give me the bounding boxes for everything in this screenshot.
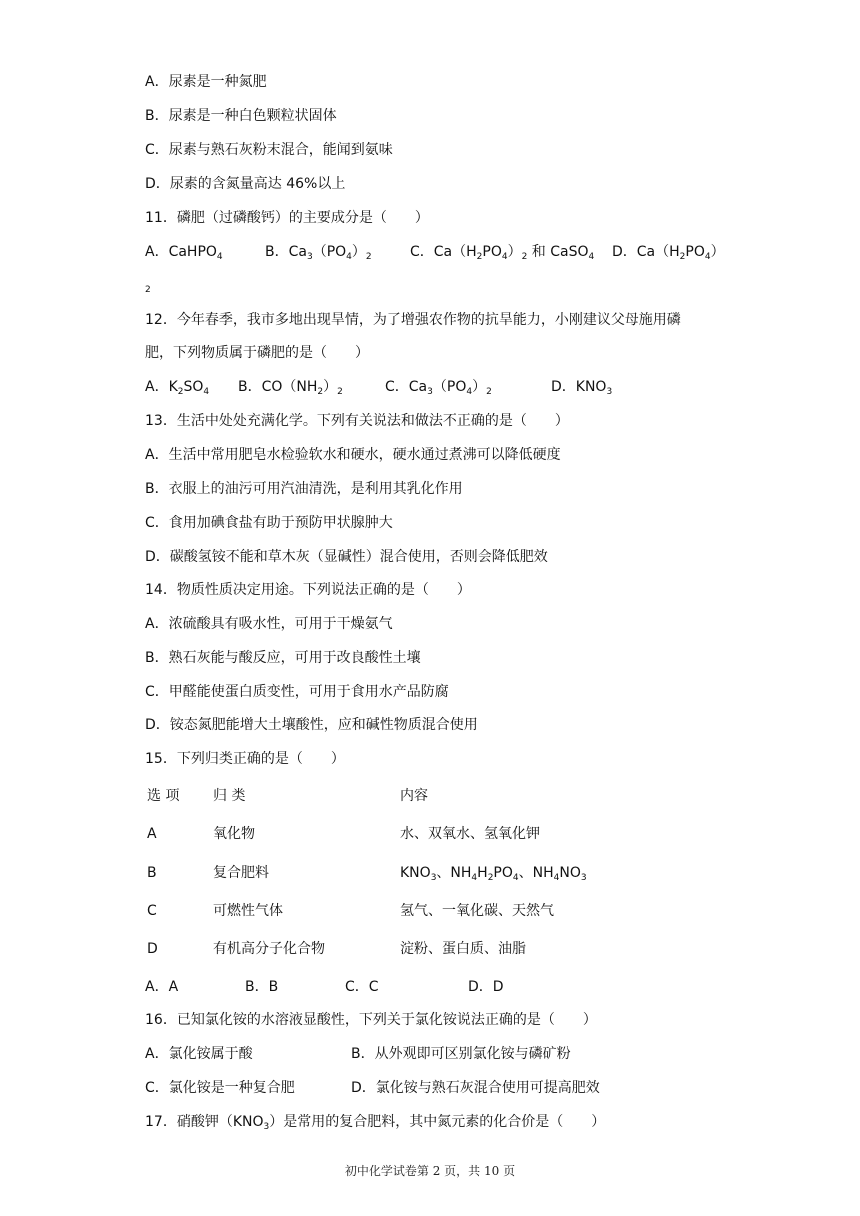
table-row-a-category: 氧化物 [213,826,255,842]
table-row-a-option: A [147,826,157,842]
q12-option-d: D．$KNO_3$ [551,379,613,397]
q10-option-c: C．尿素与熟石灰粉末混合，能闻到氨味 [145,142,393,158]
q14-option-b: B．熟石灰能与酸反应，可用于改良酸性土壤 [145,650,421,666]
table-row-b-option: B [147,865,157,881]
q11-stem: 11．磷肥（过磷酸钙）的主要成分是（ ） [145,210,429,226]
q11-option-b: B．$Ca_3(PO_4)_2$ [265,244,372,262]
q13-option-c: C．食用加碘食盐有助于预防甲状腺肿大 [145,515,393,531]
q12-option-c: C．$Ca_3(PO_4)_2$ [385,379,492,397]
q11-option-d-wrapped-subscript: 2 [145,285,151,295]
table-row-d-content: 淀粉、蛋白质、油脂 [400,941,526,957]
q12-stem-line2: 肥，下列物质属于磷肥的是（ ） [145,345,369,361]
q15-option-c: C．C [345,979,379,995]
table-row-d-option: D [147,941,158,957]
q10-option-b: B．尿素是一种白色颗粒状固体 [145,108,337,124]
table-row-c-category: 可燃性气体 [213,903,283,919]
q15-option-d: D．D [468,979,504,995]
q11-option-a: A．CaHPO$_4$ [145,244,223,262]
table-row-c-content: 氢气、一氧化碳、天然气 [400,903,554,919]
q14-option-d: D．铵态氮肥能增大土壤酸性，应和碱性物质混合使用 [145,717,478,733]
q13-option-d: D．碳酸氢铵不能和草木灰（显碱性）混合使用，否则会降低肥效 [145,549,548,565]
q14-stem: 14．物质性质决定用途。下列说法正确的是（ ） [145,582,471,598]
table-header-category: 归 类 [213,788,246,804]
table-header-content: 内容 [400,788,428,804]
page-footer: 初中化学试卷第 2 页，共 10 页 [344,1164,516,1178]
q15-option-a: A．A [145,979,179,995]
q12-stem-line1: 12．今年春季，我市多地出现旱情，为了增强农作物的抗旱能力，小刚建议父母施用磷 [145,312,681,328]
table-header-option: 选 项 [147,788,180,804]
q16-option-d: D．氯化铵与熟石灰混合使用可提高肥效 [351,1080,600,1096]
q14-option-a: A．浓硫酸具有吸水性，可用于干燥氨气 [145,616,393,632]
q16-option-c: C．氯化铵是一种复合肥 [145,1080,295,1096]
q15-option-b: B．B [245,979,279,995]
q11-option-c: C．$Ca(H_2PO_4)_2$ 和 CaSO$_4$ [410,244,595,262]
q16-stem: 16．已知氯化铵的水溶液显酸性，下列关于氯化铵说法正确的是（ ） [145,1012,597,1028]
q13-stem: 13．生活中处处充满化学。下列有关说法和做法不正确的是（ ） [145,413,569,429]
q11-option-d: D．$Ca(H_2PO_4)$ [612,244,725,262]
table-row-a-content: 水、双氧水、氢氧化钾 [400,826,540,842]
table-row-b-content: $KNO_3$、$NH_4H_2PO_4$、$NH_4NO_3$ [400,865,587,883]
q10-option-d: D．尿素的含氮量高达 46%以上 [145,176,346,192]
q13-option-b: B．衣服上的油污可用汽油清洗，是利用其乳化作用 [145,481,463,497]
q12-option-a: A．$K_2SO_4$ [145,379,210,397]
table-row-d-category: 有机高分子化合物 [213,941,325,957]
q16-option-b: B．从外观即可区别氯化铵与磷矿粉 [351,1046,571,1062]
table-row-b-category: 复合肥料 [213,865,269,881]
q15-stem: 15．下列归类正确的是（ ） [145,751,345,767]
q14-option-c: C．甲醛能使蛋白质变性，可用于食用水产品防腐 [145,684,449,700]
q16-option-a: A．氯化铵属于酸 [145,1046,253,1062]
q10-option-a: A．尿素是一种氮肥 [145,74,267,90]
table-row-c-option: C [147,903,157,919]
q12-option-b: B．$CO(NH_2)_2$ [238,379,343,397]
q17-stem: 17．硝酸钾$(KNO_3)$是常用的复合肥料，其中氮元素的化合价是（ ） [145,1114,606,1132]
q13-option-a: A．生活中常用肥皂水检验软水和硬水，硬水通过煮沸可以降低硬度 [145,447,561,463]
